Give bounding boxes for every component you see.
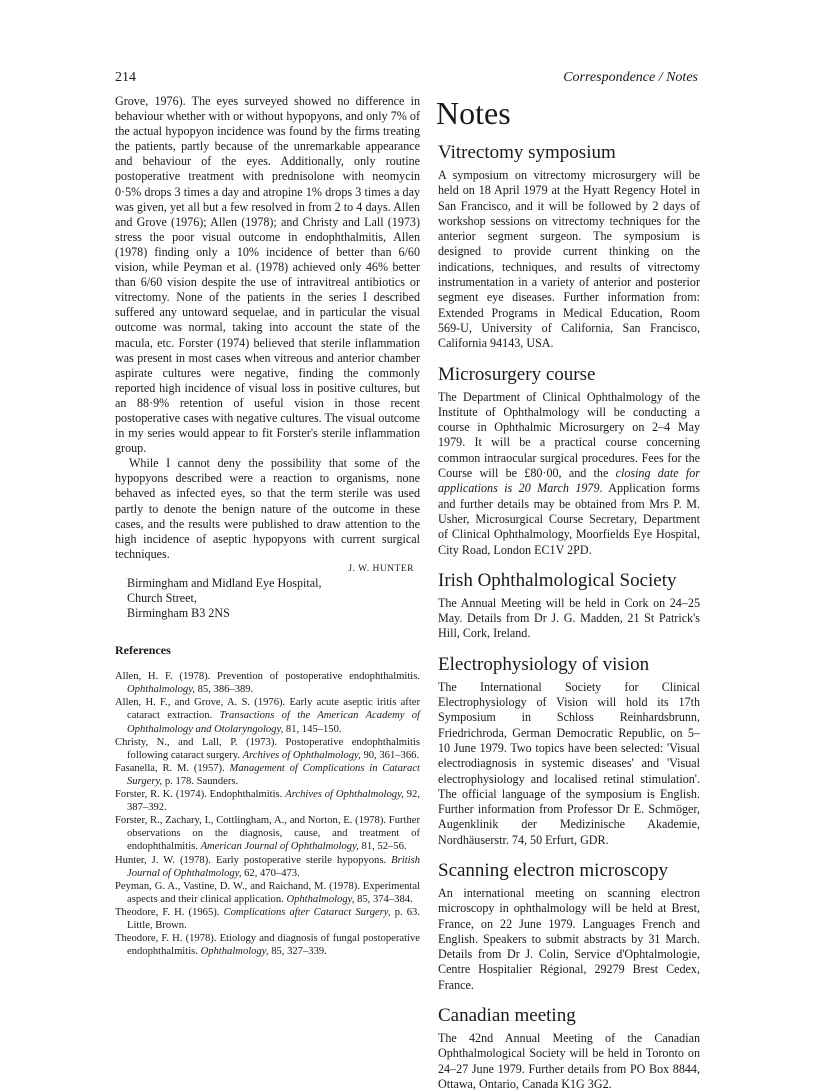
reference-journal: Ophthalmology,	[200, 946, 272, 958]
notes-title: Notes	[436, 95, 511, 131]
reference-journal: Transactions of the American Academy of Ophthalmology and Otolaryngology,	[127, 710, 420, 735]
reference-citation: 92, 387–392.	[127, 789, 420, 814]
reference-text: Forster, R., Zachary, I., Cottlingham, A., and Norton, E. (1978). Further observations on the diagnosis, cause, and treatment of endophthalmitis.	[115, 815, 420, 853]
reference-citation: 81, 145–150.	[285, 723, 342, 735]
reference-text: Christy, N., and Lall, P. (1973). Postoperative endophthalmitis following cataract surgery.	[115, 736, 420, 761]
reference-item	[115, 854, 420, 880]
closing-date-emphasis: closing date for applications is 20 March 1979	[438, 466, 700, 496]
reference-journal: Archives of Ophthalmology,	[242, 749, 364, 761]
section-text-part: The Department of Clinical Ophthalmology of the Institute of Ophthalmology will be conducting a course in Ophthalmic Microsurgery on 2–4 May 1979. It will be a practical course concerning common intraocular surgical procedures. Fees for the Course will be £80·00, and the	[438, 389, 700, 481]
section-heading: Microsurgery course	[438, 363, 596, 385]
address-line: Birmingham and Midland Eye Hospital,	[127, 575, 322, 590]
reference-item	[115, 906, 420, 932]
author-signature: J. W. HUNTER	[348, 563, 414, 574]
reference-list	[115, 670, 420, 958]
reference-citation: p. 178. Saunders.	[164, 775, 239, 787]
running-title: Correspondence / Notes	[563, 70, 698, 85]
reference-item	[115, 932, 420, 958]
section-heading: Canadian meeting	[438, 1005, 576, 1027]
reference-citation: p. 63. Little, Brown.	[127, 906, 421, 931]
reference-text: Forster, R. K. (1974). Endophthalmitis.	[115, 789, 286, 801]
reference-text: Peyman, G. A., Vastine, D. W., and Raichand, M. (1978). Experimental aspects and their clinical application.	[115, 880, 420, 905]
reference-citation: 85, 386–389.	[197, 684, 254, 696]
section-text: The Annual Meeting will be held in Cork on 24–25 May. Details from Dr J. G. Madden, 21 St Patrick's Hill, Cork, Ireland.	[438, 595, 700, 641]
reference-journal: Ophthalmology,	[286, 893, 358, 905]
reference-item	[115, 736, 420, 762]
reference-text: Theodore, F. H. (1978). Etiology and diagnosis of fungal postoperative endophthalmitis.	[115, 933, 420, 958]
reference-citation: 85, 374–384.	[357, 893, 413, 905]
letter-column	[115, 94, 420, 958]
references-heading: References	[115, 643, 171, 658]
reference-text: Allen, H. F., and Grove, A. S. (1976). Early acute aseptic iritis after cataract extraction.	[115, 697, 420, 722]
reference-item	[115, 762, 420, 788]
reference-citation: 90, 361–366.	[363, 749, 420, 761]
reference-journal: American Journal of Ophthalmology,	[200, 841, 362, 853]
reference-journal: Complications after Cataract Surgery,	[223, 906, 395, 918]
section-text	[438, 390, 700, 558]
section-heading: Electrophysiology of vision	[438, 653, 650, 675]
section-text: The International Society for Clinical Electrophysiology of Vision will hold its 17th Symposium in Schloss Reinhardsbrunn, Friedrichroda, German Democratic Republic, on 5–10 June 1979. Two topics have been selected: 'Visual electrodiagnosis in systemic diseases' and 'Visual electrophysiology and localised retinal stimulation'. The official language of the symposium is English. Further information from Professor Dr E. Schmöger, Augenklinik der Medizinische Akademie, Nordhäuserstr. 74, 50 Erfurt, GDR.	[438, 679, 700, 847]
reference-journal: British Journal of Ophthalmology,	[127, 854, 420, 879]
reference-citation: 62, 470–473.	[244, 867, 300, 879]
letter-paragraph: Grove, 1976). The eyes surveyed showed no difference in behaviour whether with or without hypopyons, and only 7% of the actual hypopyon incidence was found by the firms treating the patients, partly because of the unremarkable appearance and behaviour of the eyes. Additionally, only routine postoperative treatment with prednisolone with neomycin 0·5% drops 3 times a day and atropine 1% drops 3 times a day was given, yet all but a few resolved in from 2 to 4 days. Allen and Grove (1976); Allen (1978); and Christy and Lall (1973) stress the poor visual outcome in endophthalmitis, Allen (1978) finding only a 10% incidence of better than 6/60 vision, while Peyman et al. (1978) achieved only 46% better than 6/60 vision despite the use of intravitreal antibiotics or vitrectomy. None of the patients in the series I described suffered any untoward sequelae, and in particular the visual outcome was normal, taking into account the state of the macula, etc. Forster (1974) believed that sterile inflammation was present in most cases when vitreous and anterior chamber aspirate cultures were negative, finding the commonly reported high incidence of visual loss in positive cultures, but an 88·9% retention of useful vision in those recent postoperative cases with negative cultures. The visual outcome in my series would appear to fit Forster's sterile inflammation group.	[115, 94, 420, 456]
reference-item	[115, 880, 420, 906]
reference-text: Hunter, J. W. (1978). Early postoperative sterile hypopyons.	[115, 854, 392, 866]
address-line: Church Street,	[127, 591, 197, 605]
section-heading: Scanning electron microscopy	[438, 859, 669, 881]
reference-journal: Management of Complications in Cataract Surgery,	[127, 762, 420, 787]
section-text: The 42nd Annual Meeting of the Canadian Ophthalmological Society will be held in Toronto on 24–27 June 1979. Further details from PO Box 8844, Ottawa, Ontario, Canada K1G 3G2.	[438, 1031, 700, 1091]
reference-item	[115, 696, 420, 735]
notes-column	[438, 94, 700, 1092]
reference-text: Theodore, F. H. (1965).	[115, 906, 224, 918]
reference-citation: 81, 52–56.	[361, 841, 407, 853]
reference-text: Allen, H. F. (1978). Prevention of postoperative endophthalmitis.	[115, 671, 420, 683]
section-text-part: . Application forms and further details may be obtained from Mrs P. M. Usher, Microsurgical Course Secretary, Department of Clinical Ophthalmology, Moorfields Eye Hospital, City Road, London EC1V 2PD.	[438, 481, 700, 557]
reference-journal: Ophthalmology,	[127, 684, 198, 696]
reference-text: Fasanella, R. M. (1957).	[115, 762, 230, 774]
reference-item	[115, 788, 420, 814]
letter-paragraph: While I cannot deny the possibility that some of the hypopyons described were a reaction to organisms, none behaved as infected eyes, so that the term sterile was used partly to denote the benign nature of the outcome in these cases, and the results were published to draw attention to the high incidence of aseptic hypopyons with current surgical techniques.	[115, 456, 420, 561]
section-text: A symposium on vitrectomy microsurgery will be held on 18 April 1979 at the Hyatt Regency Hotel in San Francisco, and it will be followed by 2 days of workshop sessions on vitrectomy techniques for the anterior segment surgeon. The symposium is designed to provide current thinking on the indications, techniques, and results of vitrectomy instrumentation in a variety of anterior and posterior segment eye diseases. Further information from: Extended Programs in Medical Education, Room 569-U, University of California, San Francisco, California 94143, USA.	[438, 168, 700, 351]
reference-item	[115, 814, 420, 853]
page-number: 214	[115, 70, 136, 85]
section-heading: Vitrectomy symposium	[438, 142, 616, 163]
section-text: An international meeting on scanning electron microscopy in ophthalmology will be held at Brest, France, on 22 June 1979. Languages French and English. Speakers to submit abstracts by 31 March. Details from Dr J. Colin, Service d'Ophtalmologie, Centre Hospitalier Régional, 29279 Brest Cedex, France.	[438, 885, 700, 992]
author-address	[127, 576, 420, 621]
section-heading: Irish Ophthalmological Society	[438, 569, 677, 591]
reference-journal: Archives of Ophthalmology,	[285, 789, 407, 801]
reference-citation: 85, 327–339.	[271, 946, 327, 958]
reference-item	[115, 670, 420, 696]
address-line: Birmingham B3 2NS	[127, 606, 230, 621]
